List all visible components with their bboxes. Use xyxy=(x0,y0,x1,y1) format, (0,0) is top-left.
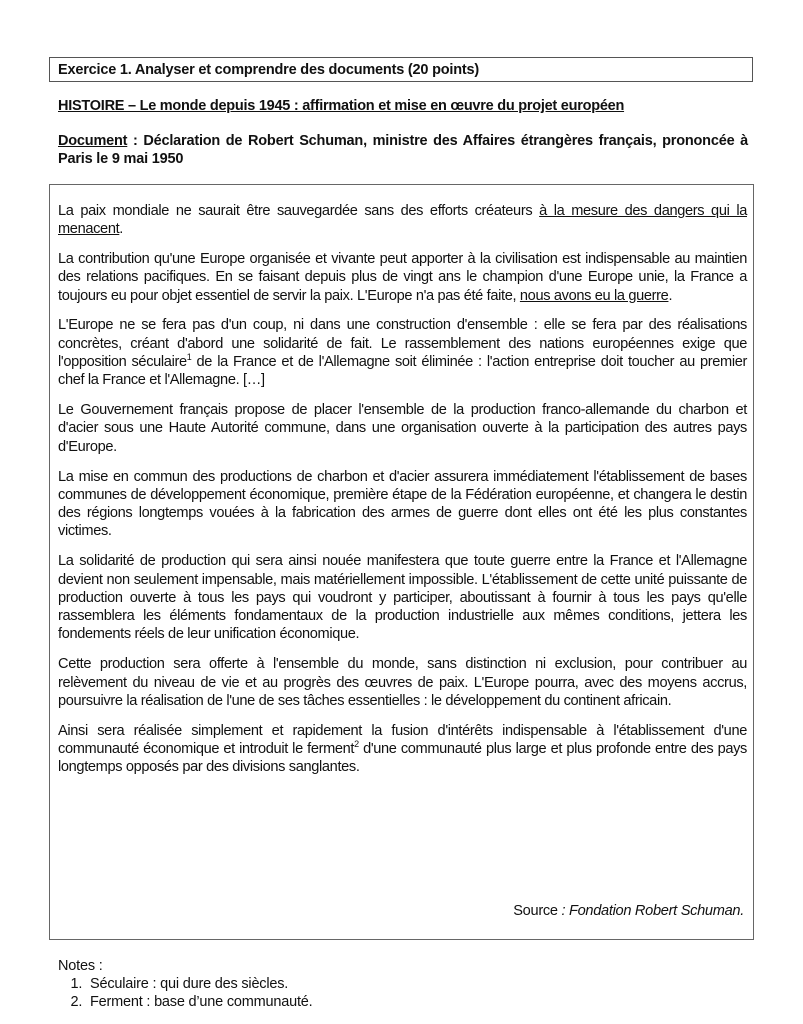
p1-end: . xyxy=(119,221,124,238)
notes-list xyxy=(58,975,313,1011)
p1-underlined: à la mesure des dangers qui la menacent xyxy=(58,203,747,238)
paragraph-1 xyxy=(58,202,747,239)
notes-section xyxy=(58,957,313,1011)
note-item: 2. Ferment : base d’une communauté. xyxy=(86,993,313,1011)
notes-title: Notes : xyxy=(58,958,103,974)
document-description: : Déclaration de Robert Schuman, ministre des Affaires étrangères français, prononcée à Paris le 9 mai 1950 xyxy=(58,133,748,167)
p8-text: Ainsi sera réalisée simplement et rapidement la fusion d'intérêts indispensable à l'établissement d'une communauté économique et introduit le ferment xyxy=(58,722,747,757)
p2-underlined: nous avons eu la guerre xyxy=(519,287,669,304)
source-citation xyxy=(513,903,744,919)
p2-end: . xyxy=(668,287,673,304)
note-item: 1. Séculaire : qui dure des siècles. xyxy=(86,975,313,993)
paragraph-8 xyxy=(58,722,747,777)
p1-text: La paix mondiale ne saurait être sauvegardée sans des efforts créateurs xyxy=(58,203,540,219)
paragraph-5: La mise en commun des productions de charbon et d'acier assurera immédiatement l'établissement de bases communes de développement économique, première étape de la Fédération européenne, et changera le destin des régions longtemps vouées à la fabrication des armes de guerre dont elles ont été les plus constantes victimes. xyxy=(58,468,747,540)
document-header xyxy=(58,132,748,168)
source-label: Source xyxy=(513,903,558,919)
exercise-title-box xyxy=(49,57,753,82)
p8-end: d'une communauté plus large et plus profonde entre des pays longtemps opposés par des divisions sanglantes. xyxy=(58,740,747,776)
exercise-title: Exercice 1. Analyser et comprendre des documents (20 points) xyxy=(58,62,480,78)
footnote-ref-2: 2 xyxy=(354,739,359,750)
p3-end: de la France et de l'Allemagne soit éliminée : l'action entreprise doit toucher au premier chef la France et l'Allemagne. […] xyxy=(58,354,747,389)
p2-text: La contribution qu'une Europe organisée et vivante peut apporter à la civilisation est indispensable au maintien des relations pacifiques. En se faisant depuis plus de vingt ans le champion d'une Europe unie, la France a toujours eu pour objet essentiel de servir la paix. L'Europe n'a pas été faite, xyxy=(58,251,747,304)
source-text: : Fondation Robert Schuman. xyxy=(557,903,744,919)
paragraph-7: Cette production sera offerte à l'ensemble du monde, sans distinction ni exclusion, pour contribuer au relèvement du niveau de vie et au progrès des œuvres de paix. L'Europe pourra, avec des moyens accrus, poursuivre la réalisation de l'une de ses tâches essentielles : le développement du continent africain. xyxy=(58,656,747,709)
document-text-box xyxy=(49,184,754,940)
paragraph-3 xyxy=(58,316,747,389)
paragraph-6: La solidarité de production qui sera ainsi nouée manifestera que toute guerre entre la France et l'Allemagne devient non seulement impensable, mais matériellement impossible. L'établissement de cette unité puissante de production ouverte à tous les pays qui voudront y participer, aboutissant à fournir à tous les pays qu'elle rassemblera les éléments fondamentaux de la production industrielle aux mêmes conditions, jettera les fondements réels de leur unification économique. xyxy=(58,553,747,643)
document-label: Document xyxy=(58,133,128,149)
p3-text: L'Europe ne se fera pas d'un coup, ni dans une construction d'ensemble : elle se fera par des réalisations concrètes, créant d'abord une solidarité de fait. Le rassemblement des nations européennes exige que l'opposition séculaire xyxy=(58,317,747,371)
footnote-ref-1: 1 xyxy=(186,352,192,363)
section-heading: HISTOIRE – Le monde depuis 1945 : affirmation et mise en œuvre du projet européen xyxy=(58,98,625,114)
document-body xyxy=(58,202,747,788)
paragraph-4: Le Gouvernement français propose de placer l'ensemble de la production franco-allemande du charbon et d'acier sous une Haute Autorité commune, dans une organisation ouverte à la participation des autres pays d'Europe. xyxy=(58,402,747,455)
paragraph-2 xyxy=(58,250,747,305)
